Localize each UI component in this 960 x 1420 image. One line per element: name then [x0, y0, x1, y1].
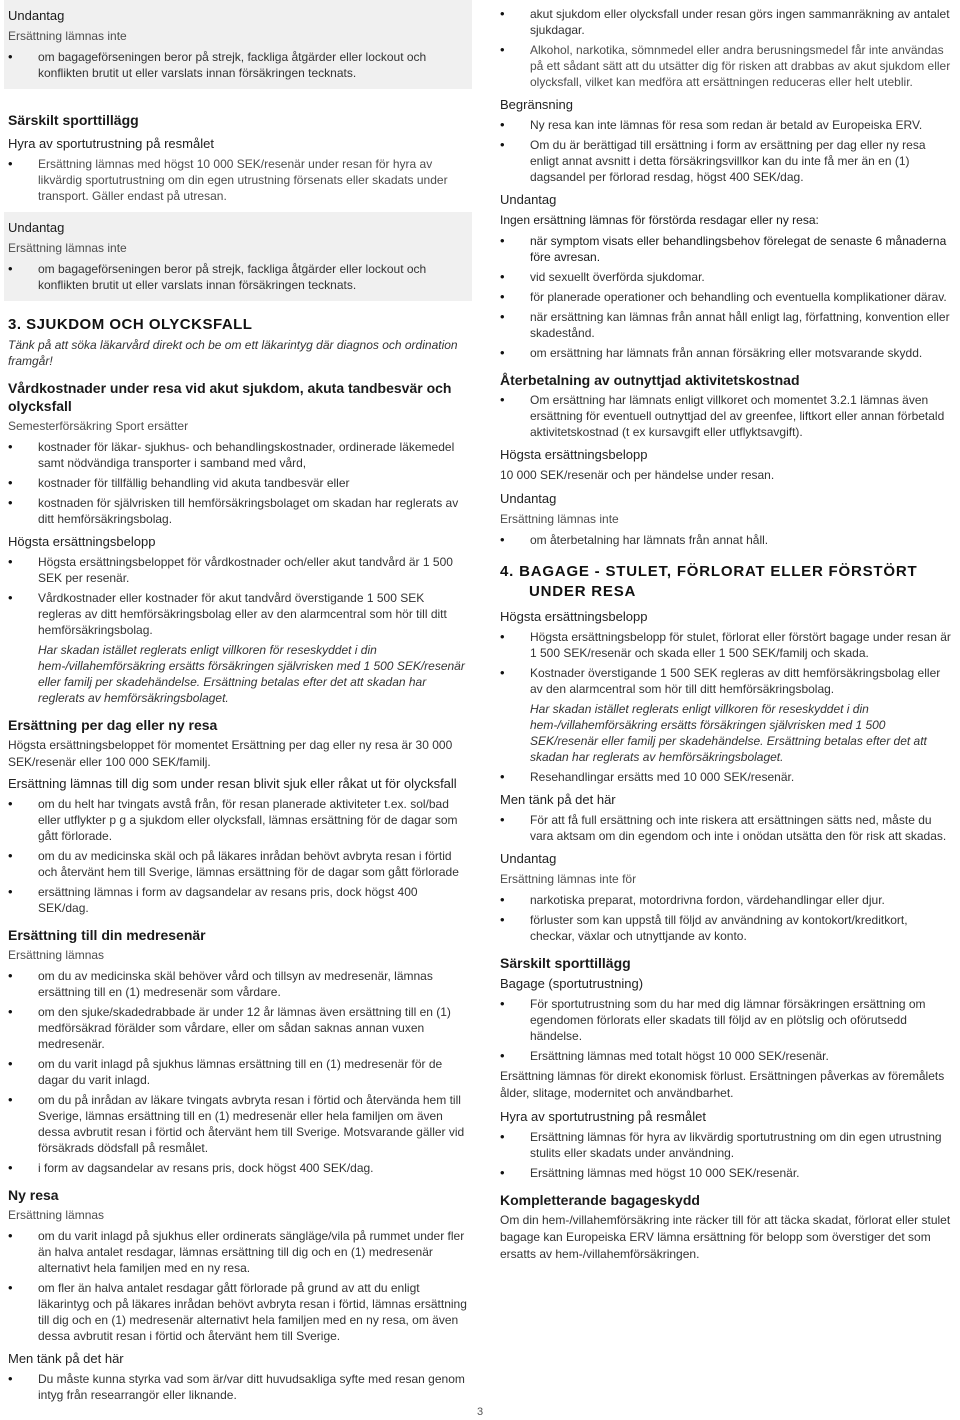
hogsta2-list: [500, 629, 952, 697]
sport-sub: Hyra av sportutrustning på resmålet: [8, 136, 214, 151]
nyresa-sub: Ersättning lämnas: [8, 1208, 105, 1222]
list-item: • kostnader för tillfällig behandling vid akuta tandbesvär eller: [8, 475, 468, 491]
undantag3-sub: Ersättning lämnas inte för: [500, 872, 637, 886]
undantag-heading: Undantag: [8, 8, 65, 23]
begransning-list: [500, 117, 952, 185]
list-item: • när ersättning kan lämnas från annat håll enligt lag, författning, konvention eller skadestånd.: [500, 309, 952, 341]
list-item: • Om ersättning har lämnats enligt villkoret och momentet 3.2.1 lämnas även ersättning för eventuell outnyttjad del av greenfee, liftkort eller annan förbetald aktivitetskostnad (t ex kursavgift eller utflyktsavgift).: [500, 392, 952, 440]
sport-list: [8, 156, 468, 204]
list-item: • om ersättning har lämnats från annan försäkring eller motsvarande skydd.: [500, 345, 952, 361]
undantag-list: [8, 261, 468, 293]
list-item: • ersättning lämnas i form av dagsandelar av resans pris, dock högst 400 SEK/dag.: [8, 884, 468, 916]
list-item: • Ny resa kan inte lämnas för resa som redan är betald av Europeiska ERV.: [500, 117, 952, 133]
sport-heading: Särskilt sporttillägg: [500, 955, 631, 971]
nyresa-heading: Ny resa: [8, 1187, 59, 1203]
medresenar-sub: Ersättning lämnas: [8, 948, 105, 962]
list-item: • akut sjukdom eller olycksfall under resan görs ingen sammanräkning av antalet sjukdagar.: [500, 6, 952, 38]
undantag-box-2: [4, 212, 472, 301]
list-item: • om återbetalning har lämnats från annat håll.: [500, 532, 952, 548]
list-item: • förluster som kan uppstå till följd av användning av kontokort/kreditkort, checkar, växlar och utnyttjande av konto.: [500, 912, 952, 944]
undantag-sub: Ingen ersättning lämnas för förstörda resdagar eller ny resa:: [500, 213, 819, 227]
undantag-box-top: [4, 0, 472, 89]
list-item: • om den sjuke/skadedrabbade är under 12 år lämnas även ersättning till en (1) medförsäkrad förälder som vårdare, eller om sådan saknas annan vuxen medresenär.: [8, 1004, 468, 1052]
right-column: [500, 0, 952, 1267]
list-item: • kostnaden för självrisken till hemförsäkringsbolaget om skadan har reglerats av ditt hemförsäkringsbolag.: [8, 495, 468, 527]
aterbetalning-heading: Återbetalning av outnyttjad aktivitetskostnad: [500, 372, 800, 388]
hogsta2-heading: Högsta ersättningsbelopp: [500, 609, 648, 624]
begransning-heading: Begränsning: [500, 97, 573, 112]
list-item: • om bagageförseningen beror på strejk, fackliga åtgärder eller lockout och konflikten brutit ut eller varslats innan försäkringen tecknats.: [8, 49, 468, 81]
hogsta-heading: Högsta ersättningsbelopp: [8, 534, 156, 549]
mentank-heading: Men tänk på det här: [500, 792, 616, 807]
undantag-heading: Undantag: [500, 192, 557, 207]
list-item: • om du helt har tvingats avstå från, för resan planerade aktiviteter t.ex. sol/bad eller utflykter p g a sjukdom eller olycksfall, lämnas ersättning för de dagar som gått förlorade.: [8, 796, 468, 844]
list-item: • om fler än halva antalet resdagar gått förlorade på grund av att du enligt läkarintyg och på läkares inrådan behövt avbryta resan i förtid, lämnas ersättning till dig och en (1) medresenär alternativt hela familjen med en ny resa, om även dessa avbrutit resan i förtid och återvänt hem till Sverige.: [8, 1280, 468, 1344]
hogsta2-list-after: [500, 769, 952, 785]
undantag-heading: Undantag: [8, 220, 65, 235]
hogsta-list: [8, 554, 468, 638]
list-item: • narkotiska preparat, motordrivna fordon, värdehandlingar eller djur.: [500, 892, 952, 908]
undantag-list: [8, 49, 468, 81]
perdag-list: [8, 796, 468, 916]
list-item: • Högsta ersättningsbeloppet för vårdkostnader och/eller akut tandvård är 1 500 SEK per resenär.: [8, 554, 468, 586]
sport-text: Ersättning lämnas för direkt ekonomisk förlust. Ersättningen påverkas av föremålets ålder, slitage, modernitet och användbarhet.: [500, 1069, 945, 1100]
sport-list: [500, 996, 952, 1064]
section-3-intro: Tänk på att söka läkarvård direkt och be om ett läkarintyg där diagnos och ordination framgår!: [8, 338, 458, 368]
medresenar-list: [8, 968, 468, 1176]
left-column: [8, 0, 468, 1407]
perdag-sub: Ersättning lämnas till dig som under resan blivit sjuk eller råkat ut för olycksfall: [8, 776, 457, 791]
hogsta-text: 10 000 SEK/resenär och per händelse under resan.: [500, 468, 775, 482]
list-item: • Ersättning lämnas för hyra av likvärdig sportutrustning om din egen utrustning stulits eller skadats under användning.: [500, 1129, 952, 1161]
list-item: • i form av dagsandelar av resans pris, dock högst 400 SEK/dag.: [8, 1160, 468, 1176]
page-number: 3: [476, 1406, 484, 1418]
list-item: • Du måste kunna styrka vad som är/var ditt huvudsakliga syfte med resan genom intyg från researrangör eller liknande.: [8, 1371, 468, 1403]
list-item: • Resehandlingar ersätts med 10 000 SEK/resenär.: [500, 769, 952, 785]
vard-list: [8, 439, 468, 527]
sport-heading: Särskilt sporttillägg: [8, 112, 139, 128]
section-4-title: 4. BAGAGE - STULET, FÖRLORAT ELLER FÖRSTÖRT UNDER RESA: [500, 563, 918, 600]
list-item: • vid sexuellt överförda sjukdomar.: [500, 269, 952, 285]
perdag-text: Högsta ersättningsbeloppet för momentet Ersättning per dag eller ny resa är 30 000 SEK/resenär eller 100 000 SEK/familj.: [8, 738, 453, 769]
list-item: • om du varit inlagd på sjukhus lämnas ersättning till en (1) medresenär för de dagar du varit inlagd.: [8, 1056, 468, 1088]
hogsta-heading: Högsta ersättningsbelopp: [500, 447, 648, 462]
mentank-heading: Men tänk på det här: [8, 1351, 124, 1366]
undantag3-heading: Undantag: [500, 851, 557, 866]
nyresa-list: [8, 1228, 468, 1344]
list-item: • Kostnader överstigande 1 500 SEK regleras av ditt hemförsäkringsbolag eller av den alarmcentral som hör till ditt hemförsäkringsbolag.: [500, 665, 952, 697]
list-item: • för planerade operationer och behandling och eventuella komplikationer därav.: [500, 289, 952, 305]
list-item: • Ersättning lämnas med högst 10 000 SEK/resenär under resan för hyra av likvärdig sportutrustning om din egen utrustning försenats eller skadats under transport. Gäller endast på utresan.: [8, 156, 468, 204]
list-item: • om du varit inlagd på sjukhus eller ordinerats sängläge/vila på rummet under fler än halva antalet resdagar, lämnas ersättning till dig och en (1) medresenär alternativt hela familjen med en ny resa.: [8, 1228, 468, 1276]
perdag-heading: Ersättning per dag eller ny resa: [8, 717, 218, 733]
list-item: • om bagageförseningen beror på strejk, fackliga åtgärder eller lockout och konflikten brutit ut eller varslats innan försäkringen tecknats.: [8, 261, 468, 293]
hyra-heading: Hyra av sportutrustning på resmålet: [500, 1109, 706, 1124]
hyra-list: [500, 1129, 952, 1181]
list-item: • om du på inrådan av läkare tvingats avbryta resan i förtid och återvända hem till Sverige, lämnas ersättning till en (1) medresenär eller hela familjen om även dessa avbrutit resan i förtid och återvänt hem till Sverige. Motsvarande gäller vid försäkrads dödsfall på resmålet.: [8, 1092, 468, 1156]
sport-sub: Bagage (sportutrustning): [500, 976, 644, 991]
undantag3-list: [500, 892, 952, 944]
list-item: • Vårdkostnader eller kostnader för akut tandvård överstigande 1 500 SEK regleras av ditt hemförsäkringsbolag eller av den alarmcentral som hör till ditt hemförsäkringsbolag.: [8, 590, 468, 638]
aterbetalning-list: [500, 392, 952, 440]
list-item: • när symptom visats eller behandlingsbehov förelegat de senaste 6 månaderna före avresan.: [500, 233, 952, 265]
top-list: [500, 6, 952, 90]
undantag2-sub: Ersättning lämnas inte: [500, 512, 619, 526]
undantag-sub: Ersättning lämnas inte: [8, 29, 127, 43]
komplett-heading: Kompletterande bagageskydd: [500, 1192, 700, 1208]
medresenar-heading: Ersättning till din medresenär: [8, 927, 206, 943]
mentank-list: [500, 812, 952, 844]
list-item: • om du av medicinska skäl behöver vård och tillsyn av medresenär, lämnas ersättning till en (1) medresenär som vårdare.: [8, 968, 468, 1000]
list-item: • kostnader för läkar- sjukhus- och behandlingskostnader, ordinerade läkemedel samt nödvändiga transporter i samband med vård,: [8, 439, 468, 471]
list-item: • För att få full ersättning och inte riskera att ersättningen sätts ned, måste du vara aktsam om din egendom och inte i onödan utsätta den för risk att skadas.: [500, 812, 952, 844]
undantag-sub: Ersättning lämnas inte: [8, 241, 127, 255]
list-item: • Om du är berättigad till ersättning i form av ersättning per dag eller ny resa enligt annat avsnitt i detta försäkringsvillkor kan du inte få mer än en (1) dagsandel per förlorad resdag, högst 400 SEK/dag.: [500, 137, 952, 185]
undantag-list: [500, 233, 952, 361]
hogsta2-italic-note: Har skadan istället reglerats enligt villkoren för reseskyddet i din hem-/villahemförsäkring ersätts försäkringen självrisken med 1 500 SEK/resenär eller familj per skadehändelse. Ersättning betalas efter det att skadan har reglerats av hemförsäkringsbolaget.: [530, 702, 927, 764]
hogsta-italic-note: Har skadan istället reglerats enligt villkoren för reseskyddet i din hem-/villahemförsäkring ersätts försäkringen självrisken med 1 500 SEK/resenär eller familj per skadehändelse. Ersättning betalas efter det att skadan har reglerats av hemförsäkringsbolaget.: [38, 643, 465, 705]
undantag2-heading: Undantag: [500, 491, 557, 506]
section-3-title: 3. SJUKDOM OCH OLYCKSFALL: [8, 316, 253, 333]
mentank-list: [8, 1371, 468, 1403]
vard-heading: Vårdkostnader under resa vid akut sjukdom, akuta tandbesvär och olycksfall: [8, 380, 452, 414]
list-item: • Ersättning lämnas med totalt högst 10 000 SEK/resenär.: [500, 1048, 952, 1064]
list-item: • Högsta ersättningsbelopp för stulet, förlorat eller förstört bagage under resan är 1 500 SEK/resenär och skada eller 1 500 SEK/familj och skada.: [500, 629, 952, 661]
vard-sub: Semesterförsäkring Sport ersätter: [8, 419, 189, 433]
list-item: • om du av medicinska skäl och på läkares inrådan behövt avbryta resan i förtid och återvänt hem till Sverige, lämnas ersättning för de dagar som gått förlorade: [8, 848, 468, 880]
undantag2-list: [500, 532, 952, 548]
list-item: • Alkohol, narkotika, sömnmedel eller andra berusningsmedel får inte användas på ett sådant sätt att du utsätter dig för risken att drabbas av akut sjukdom eller olycksfall, vilket kan medföra att ersättningen reduceras eller helt uteblir.: [500, 42, 952, 90]
list-item: • För sportutrustning som du har med dig lämnar försäkringen ersättning om egendomen förlorats eller skadats till följd av en plötslig och oförutsedd händelse.: [500, 996, 952, 1044]
list-item: • Ersättning lämnas med högst 10 000 SEK/resenär.: [500, 1165, 952, 1181]
komplett-text: Om din hem-/villahemförsäkring inte räcker till för att täcka skadat, förlorat eller stulet bagage kan Europeiska ERV lämna ersättning för belopp som överstiger det som ersatts av hem-/villahemförsäkringen.: [500, 1213, 951, 1261]
